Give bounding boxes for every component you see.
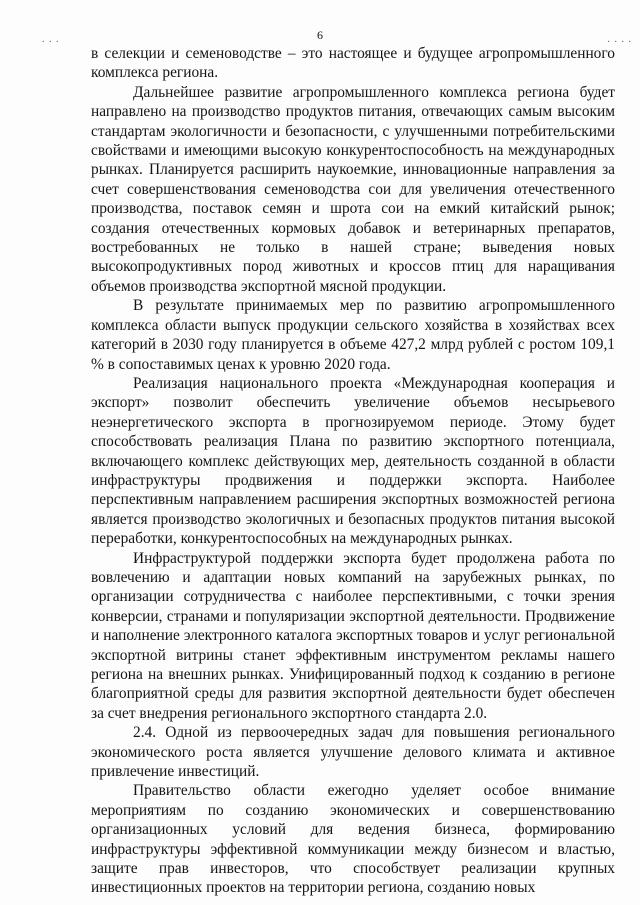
paragraph-agro-output: В результате принимаемых мер по развитию агропромышленного комплекса области выпуск продукции сельского хозяйства в хозяйствах всех категорий в 2030 году планируется в объеме 427,2 млрд рублей с ростом 109,1 % в сопоставимых ценах к уровню 2020 года. (91, 297, 615, 373)
paragraph-export-infrastructure: Инфраструктурой поддержки экспорта будет продолжена работа по вовлечению и адаптации новых компаний на зарубежных рынках, по организации сотрудничества с наиболее перспективными, с точки зрения конверсии, странами и популяризации экспортной деятельности. Продвижение и наполнение электронного каталога экспортных товаров и услуг региональной экспортной витрины станет эффективным инструментом рекламы нашего региона на внешних рынках. Унифицированный подход к созданию в регионе благоприятной среды для развития экспортной деятельности будет обеспечен за счет внедрения регионального экспортного стандарта 2.0. (91, 549, 615, 722)
left-margin-marks: . . . (42, 34, 60, 45)
paragraph-continuation: в селекции и семеноводстве – это настоящее и будущее агропромышленного комплекса региона. (91, 45, 615, 82)
page-number: 6 (317, 28, 323, 42)
paragraph-section-2-4: 2.4. Одной из первоочередных задач для повышения регионального экономического роста является улучшение делового климата и активное привлечение инвестиций. (91, 724, 615, 781)
right-margin-marks: . . . . (607, 34, 632, 45)
paragraph-government-measures: Правительство области ежегодно уделяет особое внимание мероприятиям по созданию экономических и совершенствованию организационных условий для ведения бизнеса, формированию инфраструктуры эффективной коммуникации между бизнесом и властью, защите прав инвесторов, что способствует реализации крупных инвестиционных проектов на территории региона, созданию новых (91, 782, 615, 897)
paragraph-export-project: Реализация национального проекта «Международная кооперация и экспорт» позволит обеспечить увеличение объемов несырьевого неэнергетического экспорта в прогнозируемом периоде. Этому будет способствовать реализация Плана по развитию экспортного потенциала, включающего комплекс действующих мер, деятельность созданной в области инфраструктуры продвижения и поддержки экспорта. Наиболее перспективным направлением расширения экспортных возможностей региона является производство экологичных и безопасных продуктов питания высокой переработки, конкурентоспособных на международных рынках. (91, 374, 615, 548)
paragraph-agro-development: Дальнейшее развитие агропромышленного комплекса региона будет направлено на производство продуктов питания, отвечающих самым высоким стандартам экологичности и безопасности, с улучшенными потребительскими свойствами и имеющими высокую конкурентоспособность на международных рынках. Планируется расширить наукоемкие, инновационные направления за счет совершенствования семеноводства сои для увеличения отечественного производства, поставок семян и шрота сои на емкий китайский рынок; создания отечественных кормовых добавок и ветеринарных препаратов, востребованных не только в нашей стране; выведения новых высокопродуктивных пород животных и кроссов птиц для наращивания объемов производства экспортной мясной продукции. (91, 83, 615, 295)
document-body (91, 44, 615, 898)
